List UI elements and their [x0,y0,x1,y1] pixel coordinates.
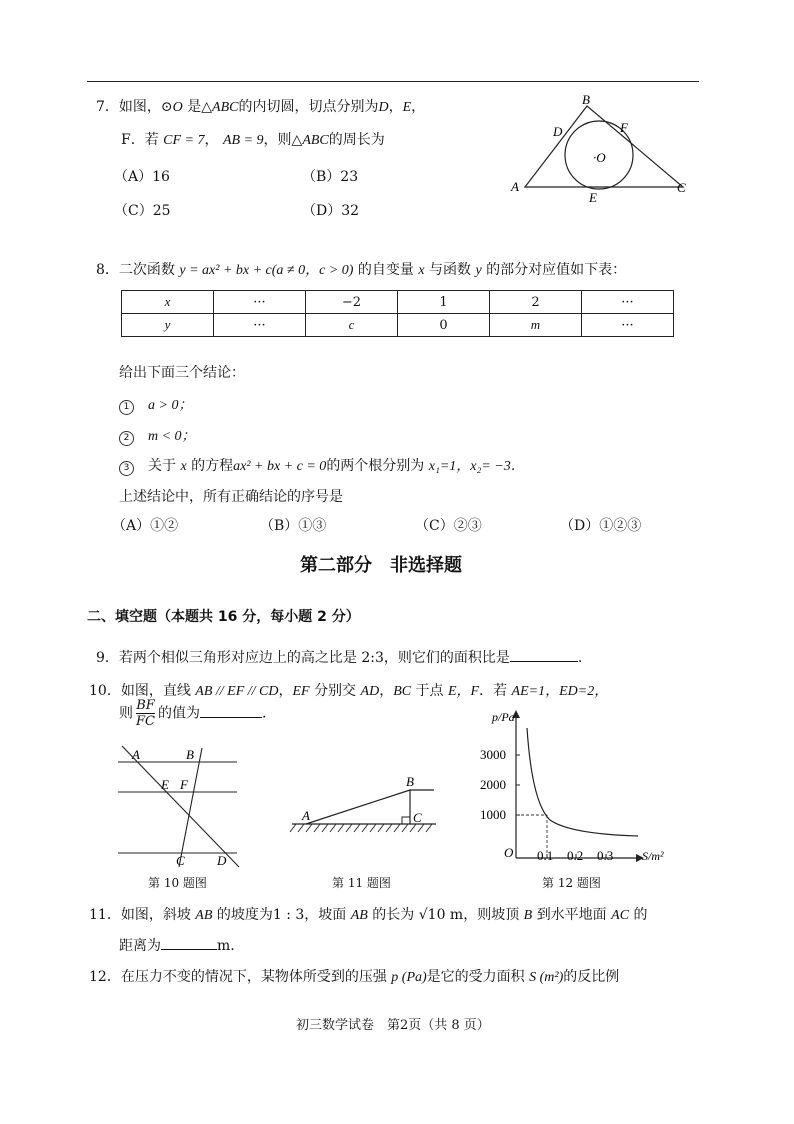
q12-line1: 12．在压力不变的情况下，某物体所受到的压强 p (Pa)是它的受力面积 S (m²)的反比例 [89,969,620,985]
q7-fig-label-c: C [677,180,686,195]
q8-option-d: （D）①②③ [560,518,642,534]
fig10-label-c: C [176,853,185,868]
fig10-label-f: F [180,777,188,792]
fig10-label-d: D [217,853,227,868]
q7-option-d: （D）32 [302,203,360,219]
fig11-label-b: B [406,774,414,789]
q10-line1: 10．如图，直线 AB // EF // CD，EF 分别交 AD，BC 于点 E，F．若 AE=1，ED=2， [89,683,609,699]
fig11-caption: 第 11 题图 [332,876,391,890]
fig12-xtick-01: 0.1 [537,848,554,863]
q8-conclusion-3: 3 关于 x 的方程ax² + bx + c = 0的两个根分别为 x₁=1，x₂= −3． [119,455,525,476]
q8-option-b: （B）①③ [260,518,327,534]
q8-question: 上述结论中，所有正确结论的序号是 [119,489,343,505]
table-row [122,314,674,337]
page-footer: 初三数学试卷 第2页（共 8 页） [296,1018,490,1033]
fig10-label-a: A [132,747,140,762]
q8-conclusion-1: 1 a > 0； [119,394,192,415]
fig12-xtick-03: 0.3 [597,848,614,863]
fig11-diagram [286,772,441,836]
q8-given: 给出下面三个结论： [119,365,245,381]
q8-option-a: （A）①② [112,518,179,534]
q11-line1: 11．如图，斜坡 AB 的坡度为1 : 3，坡面 AB 的长为 √10 m，则坡顶 B 到水平地面 AC 的 [89,907,648,923]
q10-fraction: $\frac{BF}{FC}$ [136,698,155,729]
table-cell: ··· [214,291,306,314]
q7-figure [505,90,705,210]
q11-answer-blank [161,949,217,950]
q7-fig-label-o: ·O [593,150,606,165]
q9-text: 9．若两个相似三角形对应边上的高之比是 2:3，则它们的面积比是 . [96,650,583,666]
part-two-heading: 第二部分 非选择题 [300,555,462,576]
q11-line2: 距离为 m. [119,938,235,954]
q10-answer-blank [200,717,262,718]
table-row [122,291,674,314]
q7-fig-label-d: D [553,124,563,139]
table-cell: 1 [398,291,490,314]
fig12-ytick-2000: 2000 [480,777,506,792]
q7-line2: F．若 CF = 7， AB = 9，则△ABC的周长为 [121,132,385,148]
fig12-xlabel: S/m² [642,849,664,863]
q10-line2: 则 $\frac{BF}{FC}$ 的值为 . [119,698,267,729]
q8-stem: 8．二次函数 y = ax² + bx + c(a ≠ 0，c > 0) 的自变量 x 与函数 y 的部分对应值如下表： [96,262,627,278]
fig10-caption: 第 10 题图 [148,876,207,890]
q8-conclusion-2: 2 m < 0； [119,425,196,446]
fig12-ytick-3000: 3000 [480,747,506,762]
section-two-heading: 二、填空题（本题共 16 分，每小题 2 分） [87,609,360,625]
q7-option-b: （B）23 [302,169,359,185]
fig11-label-a: A [302,808,310,823]
q7-line1: 7．如图，⊙O 是△ABC的内切圆，切点分别为D，E， [96,99,426,115]
top-rule [87,81,699,82]
table-cell: 0 [398,314,490,337]
table-cell: ··· [582,314,674,337]
fig12-chart [470,708,680,866]
fig12-ylabel: p/Pa [492,710,515,724]
table-cell: −2 [306,291,398,314]
table-cell: ··· [582,291,674,314]
table-cell: m [490,314,582,337]
table-cell: c [306,314,398,337]
fig12-xtick-02: 0.2 [567,848,584,863]
table-cell: ··· [214,314,306,337]
q9-answer-blank [510,661,578,662]
fig12-ytick-1000: 1000 [480,807,506,822]
q7-fig-label-f: F [620,120,628,135]
q8-value-table [121,290,674,337]
q7-option-a: （A）16 [114,169,170,185]
q7-option-c: （C）25 [114,203,171,219]
fig10-label-e: E [161,777,169,792]
q7-fig-label-a: A [511,179,519,194]
q7-fig-label-e: E [589,190,597,205]
table-cell: y [122,314,214,337]
fig10-diagram [110,742,245,870]
table-cell: 2 [490,291,582,314]
fig12-origin: O [504,845,514,860]
table-cell: x [122,291,214,314]
fig11-label-c: C [413,810,422,825]
q7-fig-label-b: B [582,92,590,107]
fig12-caption: 第 12 题图 [542,876,601,890]
q8-option-c: （C）②③ [415,518,482,534]
fig10-label-b: B [186,747,194,762]
